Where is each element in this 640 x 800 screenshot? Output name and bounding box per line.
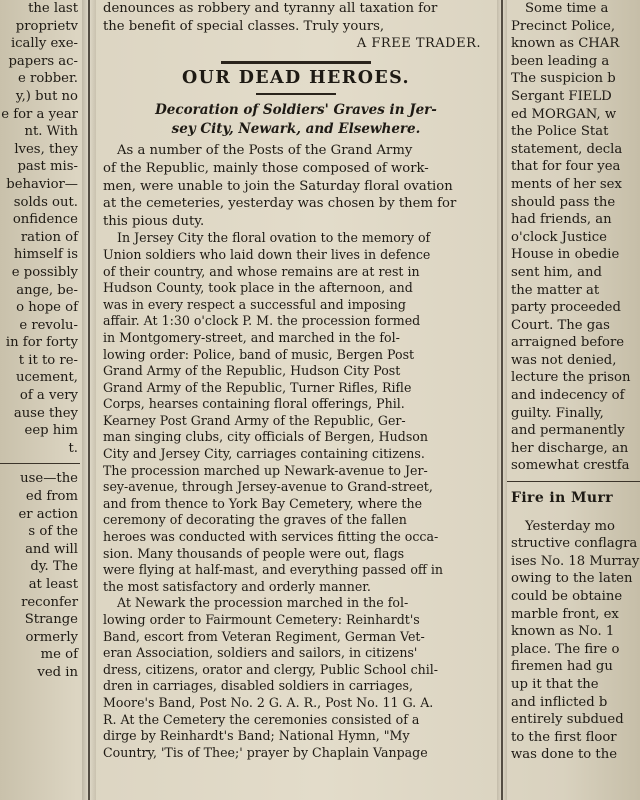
letter-tail <box>97 0 495 53</box>
text-line: Country, 'Tis of Thee;' prayer by Chaplain Vanpage <box>103 744 428 760</box>
text-line: lecture the prison <box>511 370 631 386</box>
text-line: Strange <box>24 612 78 628</box>
text-line: the Police Stat <box>511 124 609 140</box>
text-line: ments of her sex <box>511 176 622 192</box>
right-column-divider <box>507 481 640 482</box>
text-line: ormerly <box>25 629 78 645</box>
article-paragraph-2 <box>103 230 489 595</box>
text-line: should pass the <box>511 194 616 210</box>
deck-line: Decoration of Soldiers' Graves in Jer- <box>155 102 437 119</box>
text-line: e revolu- <box>19 317 78 333</box>
main-column <box>97 0 495 800</box>
text-line: at the cemeteries, yesterday was chosen by them for <box>103 196 457 212</box>
text-line: heroes was conducted with services fitting the occa- <box>103 529 439 545</box>
right-column-text-bottom <box>507 518 640 764</box>
text-line: Grand Army of the Republic, Turner Rifles, Rifle <box>103 379 412 395</box>
text-line: In Jersey City the floral ovation to the memory of <box>117 230 431 246</box>
text-line: the most satisfactory and orderly manner. <box>103 578 371 594</box>
text-line: e robber. <box>18 71 78 87</box>
text-line: that for four yea <box>511 159 621 175</box>
text-line: Band, escort from Veteran Regiment, German Vet- <box>103 628 425 644</box>
text-line: The procession marched up Newark-avenue to Jer- <box>103 462 428 478</box>
text-line: Hudson County, took place in the afternoon, and <box>103 280 413 296</box>
text-line: party proceeded <box>511 300 621 316</box>
text-line: o hope of <box>16 300 78 316</box>
text-line: himself is <box>13 247 78 263</box>
text-line: me of <box>40 647 78 663</box>
text-line: could be obtaine <box>511 589 623 604</box>
text-line: man singing clubs, city officials of Bergen, Hudson <box>103 429 428 445</box>
text-line: At Newark the procession marched in the fol- <box>117 595 409 611</box>
left-column-text-top <box>0 0 80 457</box>
text-line: had friends, an <box>511 212 612 228</box>
text-line: nt. With <box>24 124 78 140</box>
text-line: owing to the laten <box>511 571 633 587</box>
text-line: Court. The gas <box>511 317 610 333</box>
text-line: marble front, ex <box>511 606 619 622</box>
text-line: reconfer <box>21 594 78 610</box>
text-line: proprietv <box>15 18 78 34</box>
text-line: sey-avenue, through Jersey-avenue to Grand-street, <box>103 479 433 495</box>
text-line: and will <box>25 541 78 557</box>
text-line: was done to the <box>511 747 618 763</box>
text-line: place. The fire o <box>511 641 620 657</box>
text-line: sion. Many thousands of people were out, flags <box>103 545 405 561</box>
text-line: Grand Army of the Republic, Hudson City Post <box>103 363 401 379</box>
column-rule-right <box>501 0 503 800</box>
text-line: Moore's Band, Post No. 2 G. A. R., Post No. 11 G. A. <box>103 694 434 710</box>
text-line: e possibly <box>11 264 78 280</box>
text-line: statement, decla <box>511 141 623 157</box>
text-line: the last <box>28 1 78 16</box>
text-line: her discharge, an <box>511 440 629 456</box>
text-line: papers ac- <box>8 53 78 69</box>
text-line: Kearney Post Grand Army of the Republic, Ger- <box>103 412 406 428</box>
text-line: men, were unable to join the Saturday floral ovation <box>103 178 453 194</box>
text-line: y,) but no <box>15 88 78 104</box>
letter-signoff: A FREE TRADER. <box>356 36 481 52</box>
text-line: the matter at <box>511 282 600 298</box>
text-line: ically exe- <box>10 36 78 52</box>
right-column-text-top <box>507 0 640 475</box>
text-line: and indecency of <box>511 388 625 404</box>
article-headline: OUR DEAD HEROES. <box>181 67 410 88</box>
text-line: in Montgomery-street, and marched in the fol- <box>103 329 400 345</box>
text-line: As a number of the Posts of the Grand Army <box>117 143 413 159</box>
text-line: ration of <box>20 229 78 245</box>
article-paragraph-3 <box>103 595 489 761</box>
article-deck <box>97 101 495 138</box>
text-line: Sergant FIELD <box>511 88 612 104</box>
letter-tail-lines <box>103 0 489 35</box>
text-line: to the first floor <box>511 729 617 745</box>
text-line: structive conflagra <box>511 536 638 552</box>
text-line: ed from <box>25 489 78 505</box>
left-column <box>0 0 80 800</box>
text-line: were flying at half-mast, and everything passed off in <box>103 562 443 578</box>
text-line: this pious duty. <box>103 213 205 229</box>
text-line: somewhat crestfa <box>511 458 630 474</box>
text-line: t. <box>68 440 78 456</box>
deck-line: sey City, Newark, and Elsewhere. <box>171 120 421 137</box>
text-line: known as CHAR <box>511 36 620 52</box>
text-line: t it to re- <box>18 352 78 368</box>
text-line: lowing order to Fairmount Cemetery: Reinhardt's <box>103 612 420 627</box>
text-line: and from thence to York Bay Cemetery, where the <box>103 495 423 511</box>
text-line: Yesterday mo <box>525 518 615 534</box>
text-line: s of the <box>28 524 78 540</box>
text-line: been leading a <box>511 53 610 69</box>
right-column <box>507 0 640 800</box>
text-line: at least <box>28 577 78 592</box>
text-line: dirge by Reinhardt's Band; National Hymn, "My <box>103 728 410 744</box>
text-line: dy. The <box>30 559 78 575</box>
text-line: of the Republic, mainly those composed of work- <box>103 160 429 176</box>
text-line: past mis- <box>17 159 78 175</box>
left-column-divider <box>0 463 80 464</box>
text-line: in for forty <box>5 335 78 351</box>
text-line: ises No. 18 Murray <box>511 553 640 569</box>
text-line: House in obedie <box>511 247 620 263</box>
text-line: Precinct Police, <box>511 18 616 34</box>
text-line: of a very <box>19 388 78 404</box>
text-line: the benefit of special classes. Truly yours, <box>103 18 385 34</box>
text-line: lowing order: Police, band of music, Bergen Post <box>103 346 415 362</box>
text-line: known as No. 1 <box>511 624 615 640</box>
text-line: entirely subdued <box>511 712 624 728</box>
text-line: and permanently <box>511 423 625 439</box>
text-line: of their country, and whose remains are at rest in <box>103 263 420 279</box>
text-line: ed MORGAN, w <box>511 106 617 122</box>
text-line: dren in carriages, disabled soldiers in carriages, <box>103 678 413 694</box>
text-line: was in every respect a successful and imposing <box>103 296 406 312</box>
text-line: and inflicted b <box>511 694 608 710</box>
text-line: er action <box>18 506 78 522</box>
text-line: sent him, and <box>511 264 602 280</box>
text-line: was not denied, <box>511 352 617 368</box>
text-line: R. At the Cemetery the ceremonies consisted of a <box>103 711 420 727</box>
text-line: affair. At 1:30 o'clock P. M. the procession formed <box>103 313 421 329</box>
text-line: eran Association, soldiers and sailors, in citizens' <box>103 645 418 661</box>
text-line: lves, they <box>14 141 78 157</box>
text-line: Corps, hearses containing floral offerings, Phil. <box>103 396 405 412</box>
section-divider-rule <box>221 61 371 64</box>
left-column-text-bottom <box>0 470 80 681</box>
text-line: ucement, <box>16 370 78 386</box>
text-line: solds out. <box>13 194 78 210</box>
text-line: dress, citizens, orator and clergy, Public School chil- <box>103 661 439 677</box>
column-rule-left <box>88 0 90 800</box>
text-line: o'clock Justice <box>511 229 607 245</box>
article-paragraph-1 <box>103 142 489 230</box>
text-line: ause they <box>13 405 78 421</box>
headline-underline-rule <box>256 93 336 95</box>
text-line: Some time a <box>525 1 609 16</box>
text-line: firemen had gu <box>511 659 613 675</box>
text-line: denounces as robbery and tyranny all taxation for <box>103 1 438 16</box>
text-line: ceremony of decorating the graves of the fallen <box>103 512 407 528</box>
text-line: arraigned before <box>511 335 625 351</box>
text-line: e for a year <box>1 106 78 122</box>
text-line: ange, be- <box>16 282 78 298</box>
text-line: onfidence <box>12 212 78 228</box>
text-line: behavior— <box>6 176 78 192</box>
text-line: City and Jersey City, carriages containing citizens. <box>103 446 425 462</box>
text-line: up it that the <box>511 676 599 692</box>
text-line: Union soldiers who laid down their lives in defence <box>103 246 431 262</box>
text-line: ved in <box>37 664 78 680</box>
text-line: use—the <box>20 471 78 487</box>
text-line: eep him <box>24 423 78 439</box>
right-column-heading: Fire in Murr <box>511 490 614 507</box>
text-line: The suspicion b <box>511 71 616 87</box>
text-line: guilty. Finally, <box>511 405 604 421</box>
